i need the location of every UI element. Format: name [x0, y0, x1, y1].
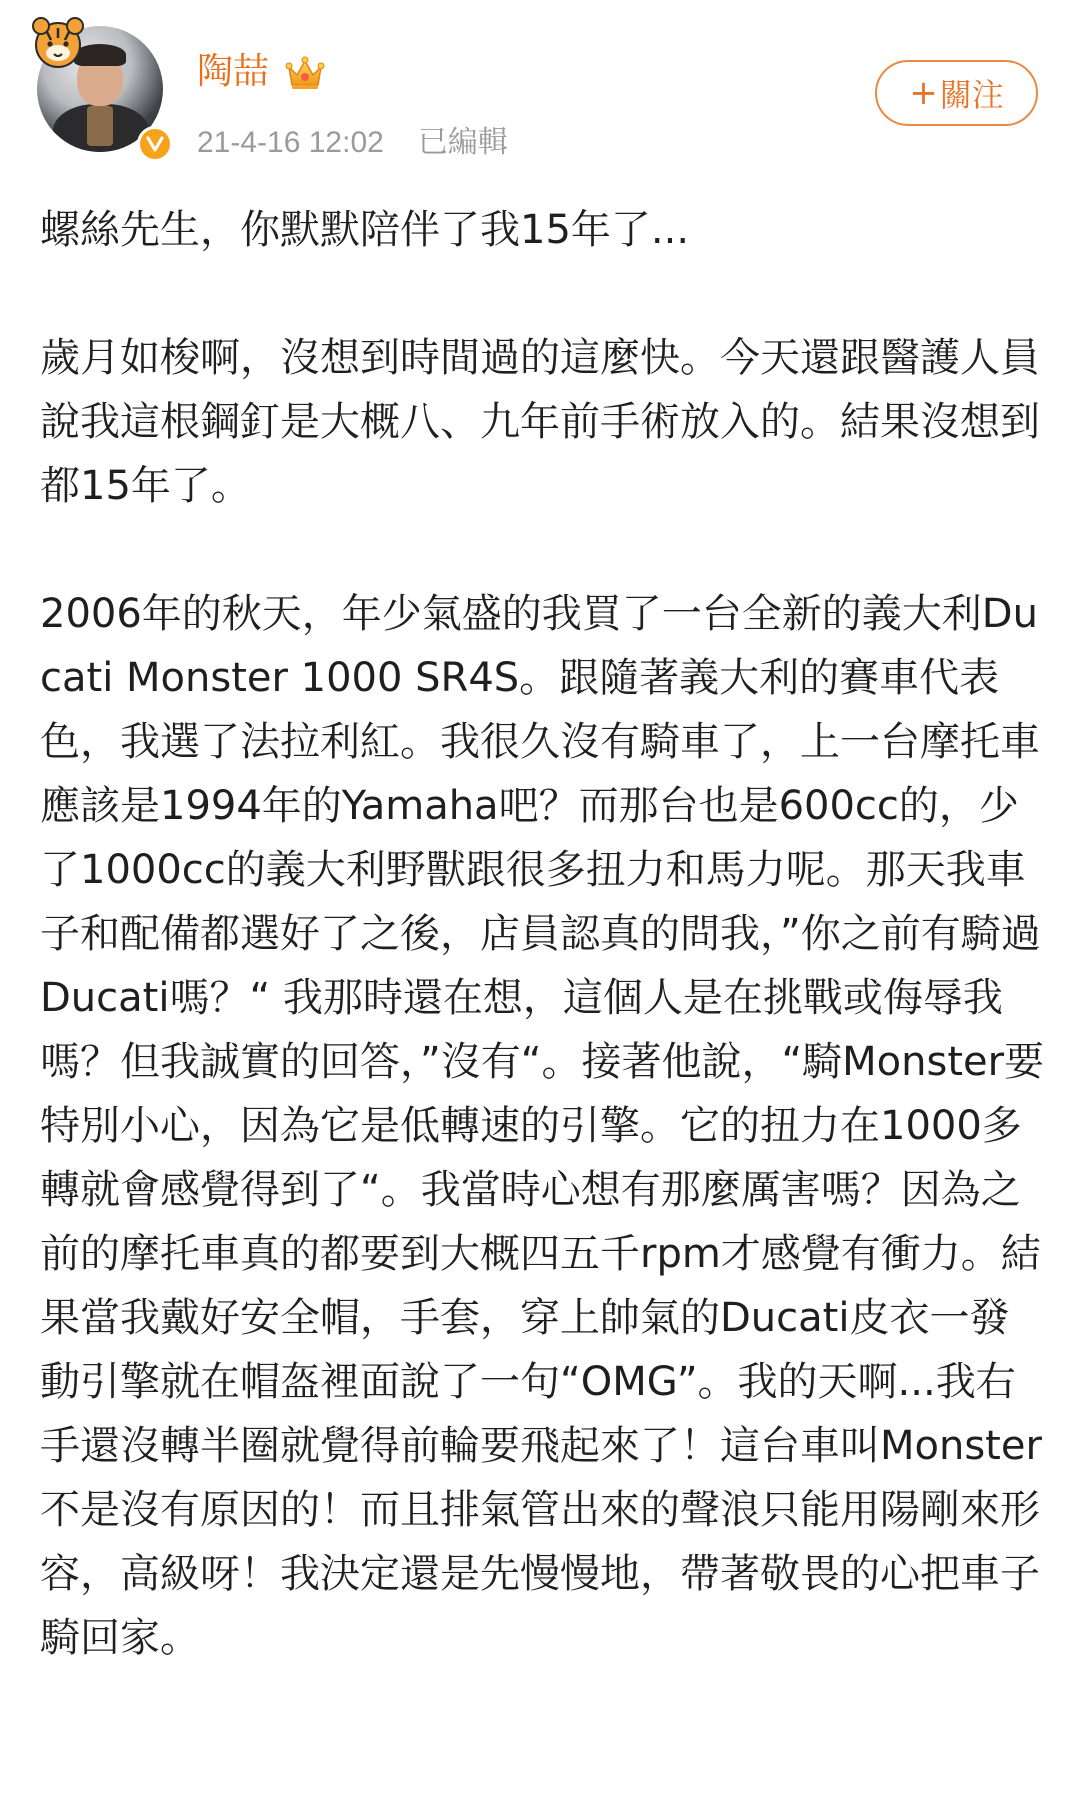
post-timestamp[interactable]: 21-4-16 12:02	[197, 126, 384, 159]
tiger-sticker-icon	[27, 12, 89, 74]
post-meta	[197, 117, 508, 161]
avatar-container[interactable]	[37, 26, 163, 152]
post-paragraph: 歲月如梭啊，沒想到時間過的這麼快。今天還跟醫護人員說我這根鋼釘是大概八、九年前手術放入的。結果沒想到都15年了。	[40, 335, 1040, 509]
post-paragraph: 螺絲先生，你默默陪伴了我15年了...	[40, 207, 690, 253]
verified-badge-icon	[137, 126, 173, 162]
edited-label[interactable]: 已編輯	[417, 126, 508, 159]
crown-icon[interactable]	[285, 55, 325, 91]
post-paragraph: 2006年的秋天，年少氣盛的我買了一台全新的義大利Ducati Monster 1000 SR4S。跟隨著義大利的賽車代表色，我選了法拉利紅。我很久沒有騎車了，上一台摩托車應該是1994年的Yamaha吧？而那台也是600cc的，少了1000cc的義大利野獸跟很多扭力和馬力呢。那天我車子和配備都選好了之後，店員認真的問我，”你之前有騎過Ducati嗎？“ 我那時還在想，這個人是在挑戰或侮辱我嗎？但我誠實的回答，”沒有“。接著他說，“騎Monster要特別小心，因為它是低轉速的引擎。它的扭力在1000多轉就會感覺得到了“。我當時心想有那麼厲害嗎？因為之前的摩托車真的都要到大概四五千rpm才感覺有衝力。結果當我戴好安全帽，手套，穿上帥氣的Ducati皮衣一發動引擎就在帽盔裡面說了一句“OMG”。我的天啊...我右手還沒轉半圈就覺得前輪要飛起來了！這台車叫Monster不是沒有原因的！而且排氣管出來的聲浪只能用陽剛來形容，高級呀！我決定還是先慢慢地，帶著敬畏的心把車子騎回家。	[40, 591, 1045, 1661]
follow-button-label: 關注	[939, 76, 1004, 114]
plus-icon: +	[909, 73, 938, 113]
avatar-shirt-shape	[87, 106, 113, 146]
follow-button[interactable]	[875, 60, 1038, 126]
post-content	[40, 198, 1046, 1670]
username[interactable]: 陶喆	[197, 51, 270, 92]
verified-v-icon	[145, 134, 165, 154]
